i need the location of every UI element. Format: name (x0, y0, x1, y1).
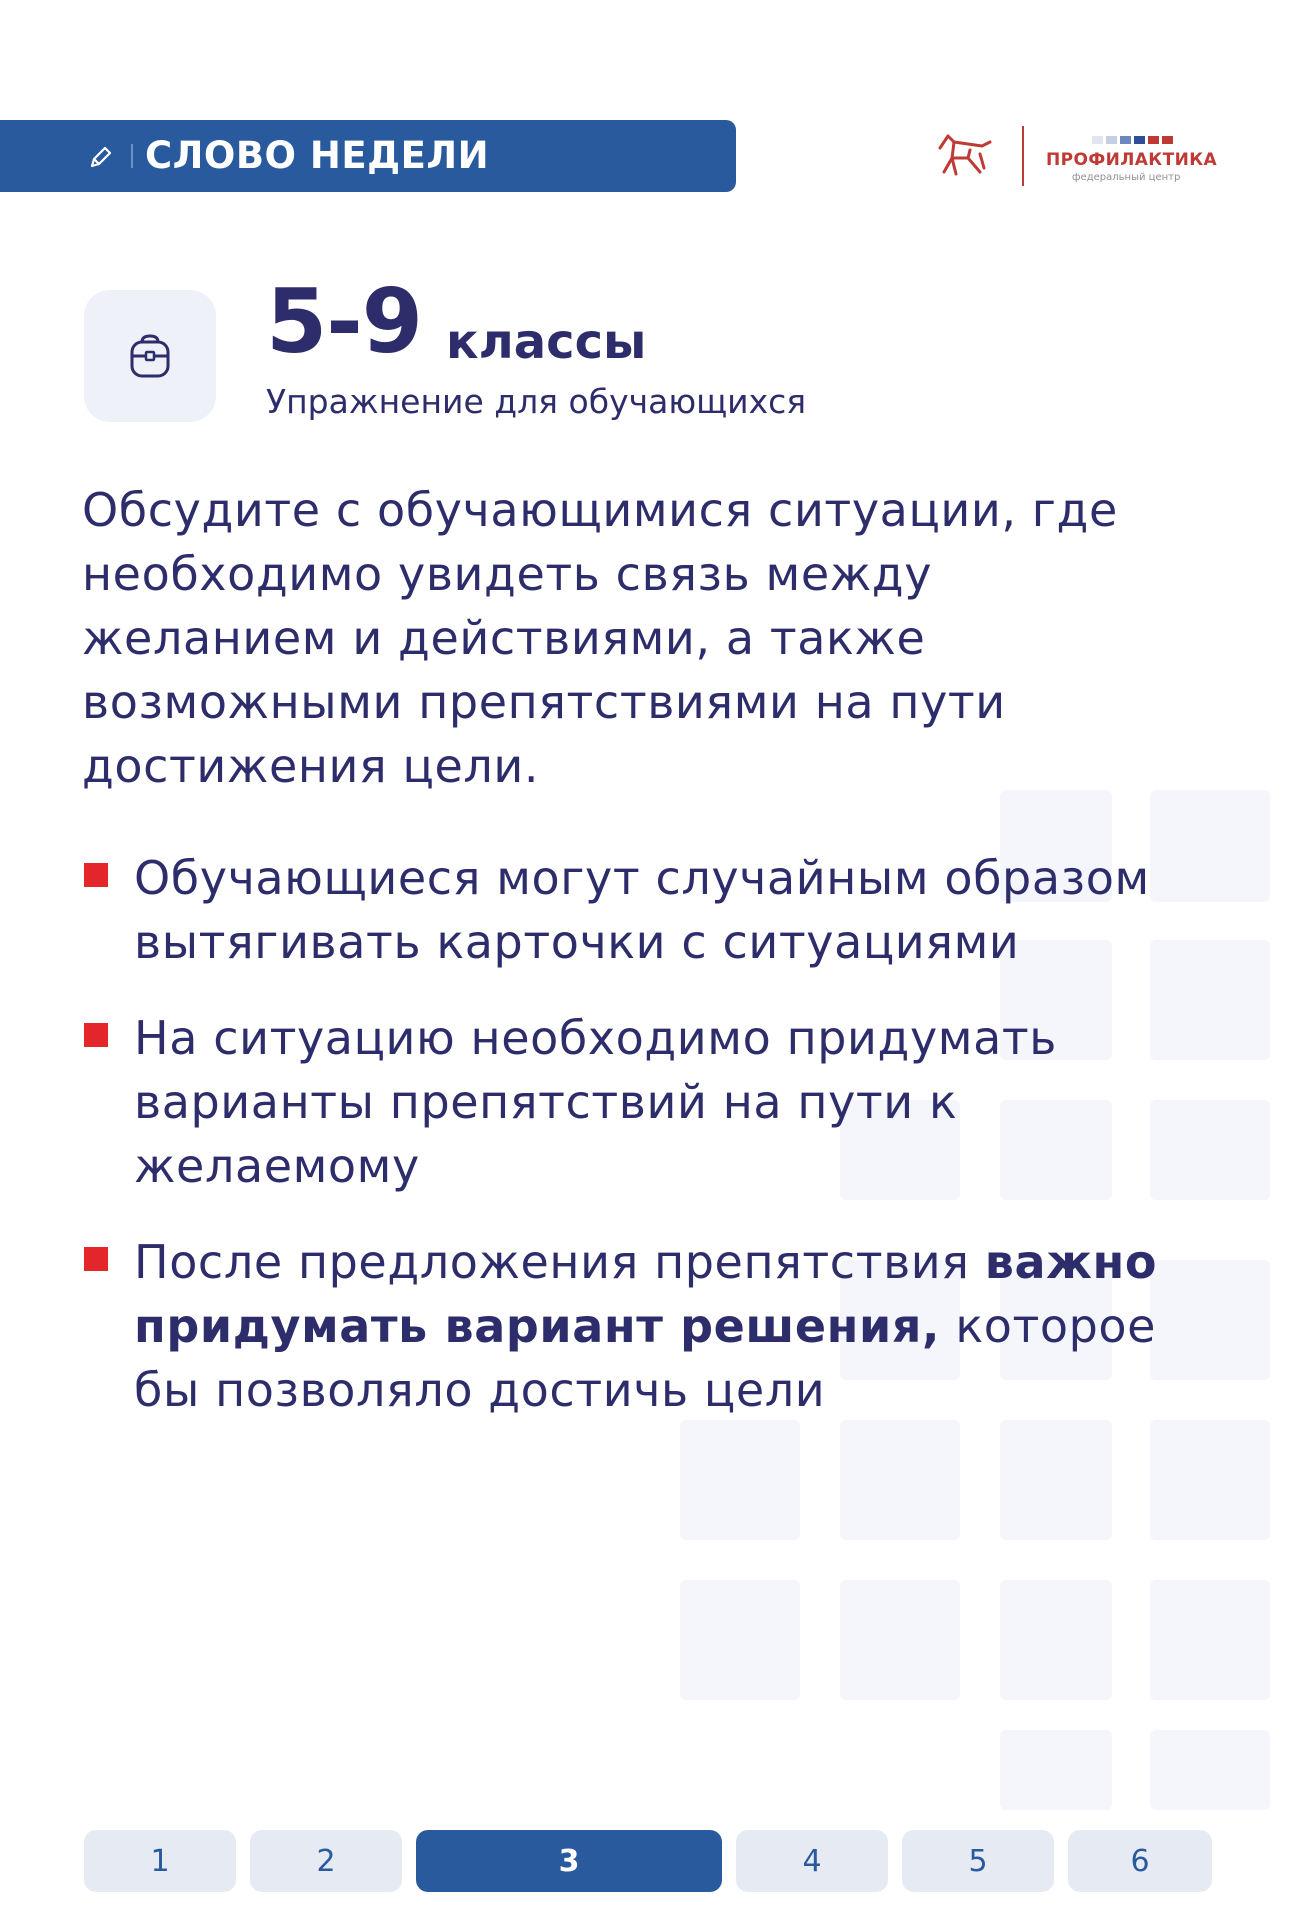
bullet-text-end: которое бы позволяло достичь цели (134, 1299, 1157, 1417)
bullet-text: Обучающиеся могут случайным образом вытягивать карточки с ситуациями (134, 851, 1150, 969)
backpack-icon (124, 330, 176, 382)
grade-subtitle: Упражнение для обучающихся (266, 382, 807, 421)
header-bar (0, 120, 736, 192)
pencil-icon (86, 144, 114, 172)
page-button-4[interactable]: 4 (736, 1830, 888, 1892)
bullet-text: На ситуацию необходимо придумать варианты препятствий на пути к желаемому (134, 1011, 1057, 1193)
header-divider (131, 144, 133, 168)
logo-divider (1022, 126, 1024, 186)
list-item (82, 1006, 1192, 1198)
bullet-text-emphasis: важно придумать вариант решения, (134, 1235, 1158, 1353)
list-item (82, 846, 1192, 974)
logo-name: ПРОФИЛАКТИКА (1046, 150, 1218, 170)
grade-number: 5-9 (266, 270, 422, 373)
bullet-marker (84, 1247, 108, 1271)
intro-paragraph: Обсудите с обучающимися ситуации, где необходимо увидеть связь между желанием и действиями, а также возможными препятствиями на пути достижения цели. (82, 483, 1118, 793)
logo (930, 122, 1230, 192)
list-item (82, 1230, 1192, 1422)
page-button-1[interactable]: 1 (84, 1830, 236, 1892)
logo-subtitle: федеральный центр (1072, 172, 1181, 183)
pagination (84, 1830, 1212, 1892)
bullet-list (82, 846, 1192, 1422)
bullet-marker (84, 863, 108, 887)
page-button-3-current[interactable]: 3 (416, 1830, 722, 1892)
logo-squares (1092, 136, 1173, 144)
header-title: СЛОВО НЕДЕЛИ (145, 134, 490, 177)
bullet-marker (84, 1023, 108, 1047)
grade-icon-box (84, 290, 216, 422)
page-button-6[interactable]: 6 (1068, 1830, 1212, 1892)
bullet-text-start: После предложения препятствия (134, 1235, 985, 1289)
grade-word: классы (446, 314, 647, 370)
page-button-5[interactable]: 5 (902, 1830, 1054, 1892)
horse-icon (934, 128, 998, 188)
page-button-2[interactable]: 2 (250, 1830, 402, 1892)
